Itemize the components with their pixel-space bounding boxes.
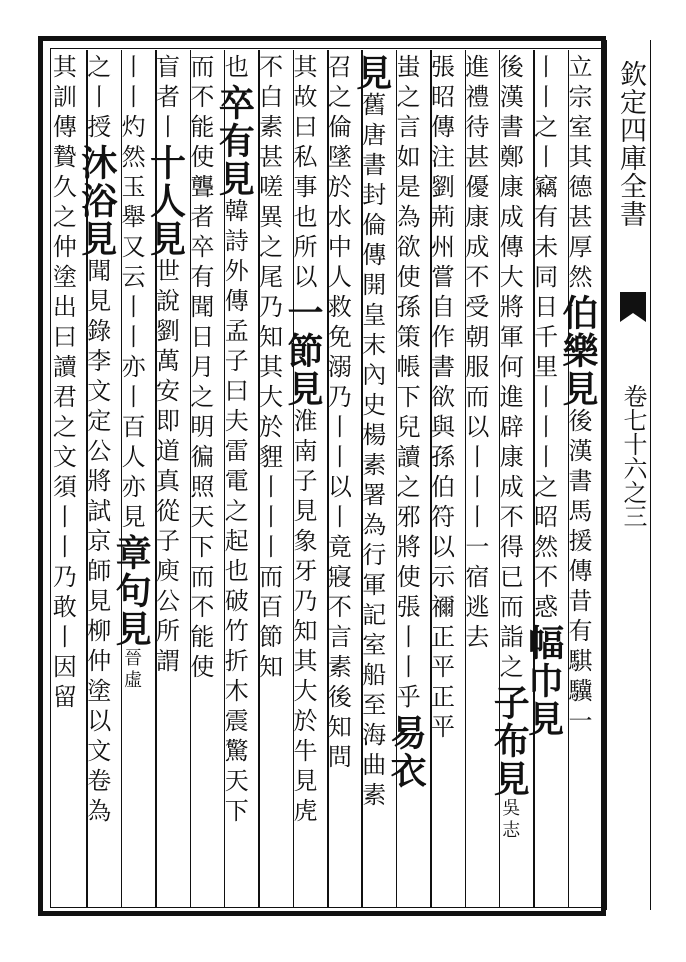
column-text: 灼然玉舉又云丨丨亦丨百人亦見 bbox=[117, 114, 146, 534]
column-text: 之丨授 bbox=[82, 54, 111, 144]
source-note: 吳志 bbox=[499, 798, 521, 842]
column-text: 後漢書馬援傳昔有騏驥一 bbox=[564, 408, 592, 738]
entry-heading: 一節見 bbox=[282, 294, 324, 408]
text-column bbox=[460, 54, 497, 906]
column-text: 聞見錄李文定公將試京師見柳仲塗以文卷為 bbox=[82, 258, 111, 828]
text-column bbox=[110, 54, 153, 906]
margin-divider bbox=[650, 40, 651, 910]
entry-heading: 伯樂見 bbox=[557, 294, 599, 408]
column-text: 進禮待甚優康成不受朝服而以丨丨丨一宿逃去 bbox=[460, 54, 489, 654]
column-text: 其訓傳 bbox=[48, 54, 77, 144]
entry-heading: 卒有見 bbox=[213, 84, 256, 198]
text-column bbox=[185, 54, 222, 906]
column-text: 舊唐書封倫傳開皇末內史楊素署為行軍記室船至海曲素 bbox=[357, 92, 386, 812]
text-column bbox=[75, 54, 118, 906]
text-column bbox=[254, 54, 290, 906]
column-text: 立宗室其德甚厚然 bbox=[564, 54, 592, 294]
column-text: 世說劉萬安即道真從子庾公所謂 bbox=[151, 258, 180, 678]
column-text: 丨丨之丨竊有未同 bbox=[529, 54, 558, 294]
column-text: 其故曰私事也所以 bbox=[289, 54, 317, 294]
column-text: 淮南子見象牙乃知其大於牛見虎 bbox=[289, 408, 317, 828]
entry-heading: 易衣 bbox=[385, 714, 428, 790]
column-text: 尾乃知其大於貍丨丨丨而百節知 bbox=[254, 264, 283, 684]
column-text: 韓詩外傳孟子曰夫雷電之起也破竹折木震驚天下 bbox=[220, 198, 249, 828]
column-text: 不白素甚嗟異之 bbox=[254, 54, 283, 264]
column-text: 召之倫墜於水中人救免溺乃丨丨以丨竟寢不言素後知問 bbox=[323, 54, 352, 774]
entry-heading: 沐浴見 bbox=[75, 144, 118, 258]
margin-book-title: 欽定四庫全書 bbox=[615, 60, 646, 228]
text-column bbox=[522, 54, 565, 906]
column-text: 而不能使聾者卒有聞日月之明徧照天下而不能使 bbox=[185, 54, 214, 684]
fishtail-mark bbox=[620, 292, 646, 322]
source-note: 晉虛 bbox=[121, 648, 143, 692]
entry-heading: 子布見 bbox=[488, 684, 531, 798]
entry-heading: 幅巾見 bbox=[522, 624, 565, 738]
text-column bbox=[144, 54, 187, 906]
text-column bbox=[213, 54, 256, 906]
margin-divider bbox=[606, 40, 607, 910]
text-column bbox=[350, 54, 393, 906]
column-text: 日千里丨丨丨之昭然不惑 bbox=[529, 294, 558, 624]
column-text: 盲者丨 bbox=[151, 54, 180, 144]
text-column bbox=[282, 54, 325, 906]
text-column bbox=[557, 54, 600, 906]
column-text: 張昭傳注劉荊州嘗自作書欲與孫伯符以示禰正平正平 bbox=[426, 54, 455, 744]
column-text: 丨丨 bbox=[117, 54, 146, 114]
column-text: 贄久之仲塗出曰讀君之文須丨丨乃敢丨因留 bbox=[48, 144, 77, 714]
column-text: 後漢書鄭康成傳大將軍何進辟康成不得已而詣之 bbox=[495, 54, 524, 684]
text-column bbox=[48, 54, 84, 906]
text-column bbox=[323, 54, 359, 906]
text-column bbox=[385, 54, 428, 906]
column-text: 蚩之言如是為欲使孫策帳下兒讀之邪將使張丨丨乎 bbox=[392, 54, 421, 714]
column-text: 也 bbox=[220, 54, 249, 84]
entry-heading: 見 bbox=[350, 54, 393, 92]
entry-heading: 章句見 bbox=[110, 534, 153, 648]
text-column bbox=[488, 54, 531, 906]
text-column bbox=[426, 54, 462, 906]
entry-heading: 十人見 bbox=[144, 144, 187, 258]
margin-volume: 卷七十六之三 bbox=[619, 384, 647, 528]
